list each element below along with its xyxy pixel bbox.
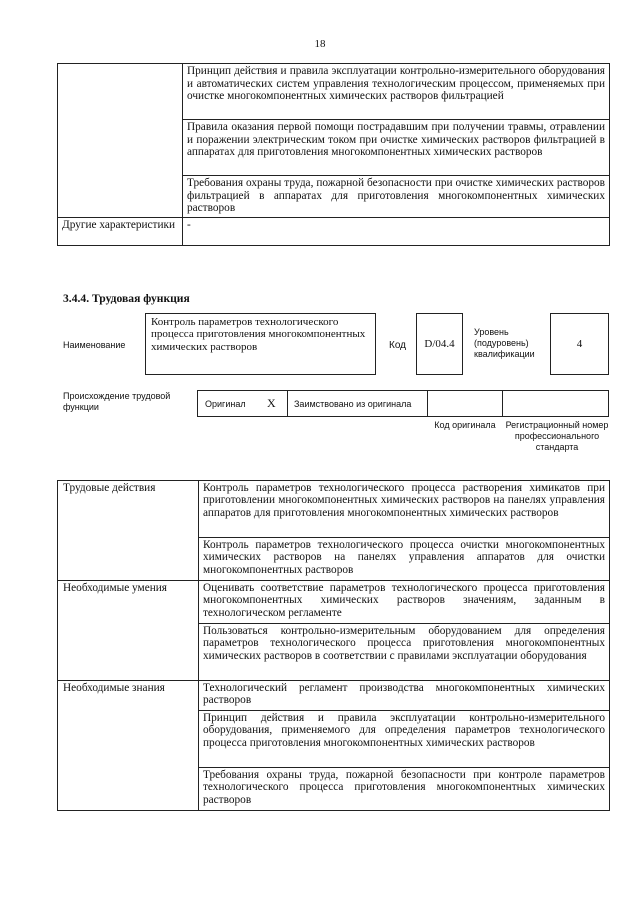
level-value: 4 <box>576 338 583 350</box>
table-cell-right: - <box>183 218 610 246</box>
table-cell-left <box>58 64 183 218</box>
level-box <box>550 313 609 375</box>
code-original-caption: Код оригинала <box>434 420 496 430</box>
table-row <box>58 481 610 538</box>
divider <box>427 391 428 416</box>
page-number: 18 <box>314 38 326 50</box>
table-cell: Принцип действия и правила эксплуатации контрольно-измерительного оборудования, применяемого для определения параметров технологического процесса приготовления многокомпонентных химических растворов <box>199 711 610 768</box>
table-cell-right: Требования охраны труда, пожарной безопасности при очистке химических растворов фильтрацией в аппаратах для приготовления многокомпонентных химических растворов <box>183 176 610 218</box>
group-label-actions: Трудовые действия <box>58 481 199 581</box>
origin-label: Происхождение трудовой функции <box>63 391 171 412</box>
table-row <box>58 64 610 120</box>
labor-function-table <box>57 480 610 811</box>
table-row <box>58 581 610 624</box>
table-row <box>58 218 610 246</box>
borrowed-label: Заимствовано из оригинала <box>294 399 412 409</box>
table-cell: Технологический регламент производства многокомпонентных химических растворов <box>199 681 610 711</box>
origin-row <box>197 390 609 417</box>
table-cell-right: Принцип действия и правила эксплуатации контрольно-измерительного оборудования и автоматических систем управления технологическим процессом, применяемых при очистке многокомпонентных химических растворов фильтрацией <box>183 64 610 120</box>
table-cell: Пользоваться контрольно-измерительным оборудованием для определения параметров технологического процесса приготовления многокомпонентных химических растворов в соответствии с правилами эксплуатации оборудования <box>199 624 610 681</box>
original-mark: X <box>267 396 276 410</box>
table-cell: Оценивать соответствие параметров технологического процесса приготовления многокомпонентных химических растворов значениям, заданным в технологическом регламенте <box>199 581 610 624</box>
divider <box>287 391 288 416</box>
divider <box>502 391 503 416</box>
table-cell: Требования охраны труда, пожарной безопасности при контроле параметров технологического процесса приготовления многокомпонентных химических растворов <box>199 768 610 811</box>
requirements-table-continued <box>57 63 610 246</box>
code-label: Код <box>389 340 407 351</box>
group-label-knowledge: Необходимые знания <box>58 681 199 811</box>
code-box <box>416 313 463 375</box>
table-cell-right: Правила оказания первой помощи пострадавшим при получении травмы, отравлении и поражении электрическим током при очистке химических растворов фильтрацией в аппаратах для приготовления многокомпонентных химических растворов <box>183 120 610 176</box>
table-cell: Контроль параметров технологического процесса очистки многокомпонентных химических растворов на панелях управления аппаратов для очистки многокомпонентных растворов <box>199 538 610 581</box>
table-row <box>58 681 610 711</box>
function-name: Контроль параметров технологического процесса приготовления многокомпонентных химических растворов <box>151 316 366 353</box>
function-name-box <box>145 313 376 375</box>
table-cell: Контроль параметров технологического процесса растворения химикатов при приготовлении многокомпонентных химических растворов на панелях управления аппаратов для приготовления многокомпонентных химических растворов <box>199 481 610 538</box>
code-value: D/04.4 <box>424 338 455 350</box>
table-cell-left: Другие характеристики <box>58 218 183 246</box>
group-label-skills: Необходимые умения <box>58 581 199 681</box>
section-title: 3.4.4. Трудовая функция <box>63 292 190 305</box>
level-label: Уровень (подуровень) квалификации <box>474 327 535 359</box>
name-label: Наименование <box>63 340 126 350</box>
registration-number-caption: Регистрационный номер профессионального стандарта <box>505 420 609 452</box>
original-label: Оригинал <box>205 399 246 409</box>
